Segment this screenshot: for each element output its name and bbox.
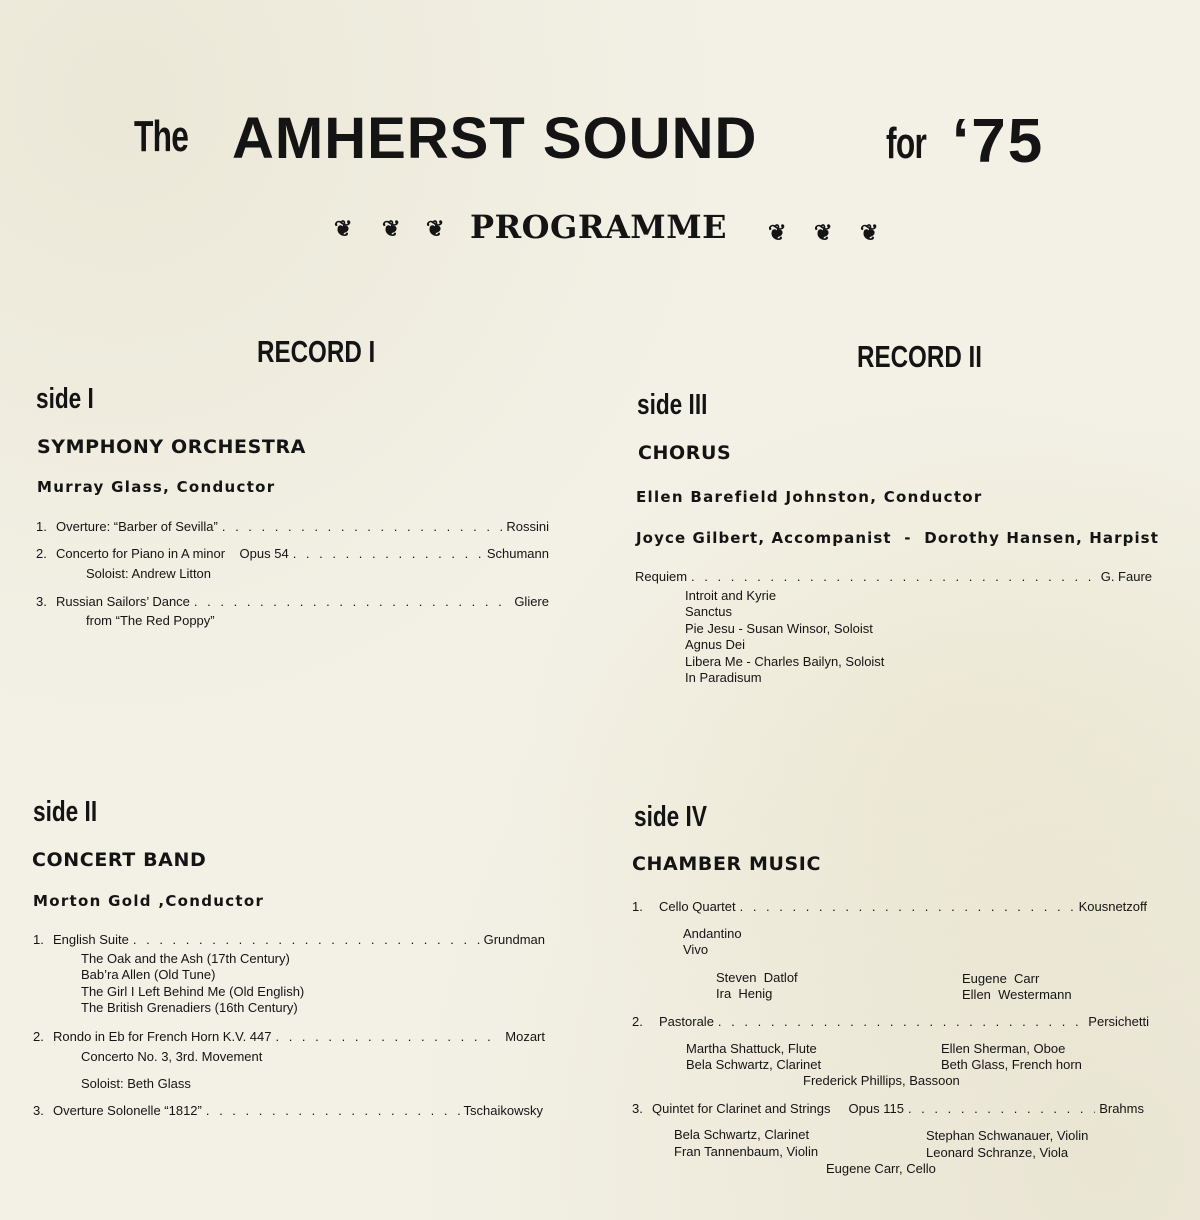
ornament-icon: ❦ [334, 216, 353, 242]
side-3-accompanist: Joyce Gilbert, Accompanist - Dorothy Hansen, Harpist [636, 529, 1159, 547]
side-1-item-2 [36, 546, 549, 561]
item-title: Russian Sailors’ Dance [56, 594, 190, 609]
record-1-title: RECORD I [257, 334, 376, 369]
title-main: AMHERST SOUND [232, 106, 758, 171]
side-2-label: side II [33, 796, 98, 828]
dot-leader [222, 519, 503, 534]
item-title: Quintet for Clarinet and Strings Opus 115 [652, 1101, 904, 1116]
side-2-item-1 [33, 932, 545, 947]
item-number: 2. [36, 546, 47, 561]
record-2-title: RECORD II [857, 339, 982, 374]
side-1-label: side I [36, 383, 94, 415]
side-3-conductor: Ellen Barefield Johnston, Conductor [636, 488, 983, 506]
movement: Andantino [683, 926, 742, 941]
player: Ellen Sherman, Oboe [941, 1041, 1066, 1056]
movement: Agnus Dei [685, 637, 745, 652]
side-4-item-2 [632, 1014, 1149, 1029]
ornament-icon: ❦ [860, 220, 879, 246]
item-composer: Schumann [486, 546, 549, 561]
player: Beth Glass, French horn [941, 1057, 1082, 1072]
item-title: Concerto for Piano in A minor Opus 54 [56, 546, 289, 561]
player: Leonard Schranze, Viola [926, 1145, 1069, 1160]
side-4-label: side IV [634, 801, 707, 833]
item-composer: Kousnetzoff [1078, 899, 1147, 914]
dot-leader [908, 1101, 1095, 1116]
item-title: Requiem [635, 569, 688, 584]
side-4-item-3 [632, 1101, 1144, 1116]
item-number: 1. [632, 899, 643, 914]
player: Fran Tannenbaum, Violin [674, 1144, 819, 1159]
movement: In Paradisum [685, 670, 762, 685]
item-subline: The Oak and the Ash (17th Century) [81, 951, 290, 966]
movement: Pie Jesu - Susan Winsor, Soloist [685, 621, 873, 636]
item-title: Pastorale [659, 1014, 714, 1029]
side-3-group: CHORUS [638, 442, 732, 464]
item-number: 3. [36, 594, 47, 609]
ornament-icon: ❦ [768, 220, 787, 246]
item-subline: Bab’ra Allen (Old Tune) [81, 967, 216, 982]
player: Eugene Carr [962, 971, 1040, 986]
item-number: 2. [632, 1014, 643, 1029]
movement: Introit and Kyrie [685, 588, 777, 603]
item-composer: G. Faure [1100, 569, 1152, 584]
side-2-group: CONCERT BAND [32, 849, 207, 871]
title-for: for [886, 119, 927, 168]
movement: Sanctus [685, 604, 732, 619]
player: Frederick Phillips, Bassoon [803, 1073, 960, 1088]
dot-leader [740, 899, 1075, 914]
dot-leader [275, 1029, 501, 1044]
item-title: Overture: “Barber of Sevilla” [56, 519, 218, 534]
player: Stephan Schwanauer, Violin [926, 1128, 1089, 1143]
movement: Libera Me - Charles Bailyn, Soloist [685, 654, 885, 669]
title-the: The [134, 112, 189, 161]
item-number: 1. [36, 519, 47, 534]
item-number: 3. [33, 1103, 44, 1118]
dot-leader [133, 932, 480, 947]
item-composer: Mozart [505, 1029, 545, 1044]
side-3-requiem [635, 569, 1152, 584]
item-title: Cello Quartet [659, 899, 736, 914]
ornament-icon: ❦ [814, 220, 833, 246]
item-composer: Persichetti [1088, 1014, 1149, 1029]
item-number: 3. [632, 1101, 643, 1116]
player: Martha Shattuck, Flute [686, 1041, 817, 1056]
item-subline: Soloist: Andrew Litton [86, 566, 212, 581]
dot-leader [718, 1014, 1084, 1029]
side-4-group: CHAMBER MUSIC [632, 853, 821, 875]
player: Bela Schwartz, Clarinet [686, 1057, 822, 1072]
item-subline: The Girl I Left Behind Me (Old English) [81, 984, 305, 999]
movement: Vivo [683, 942, 709, 957]
item-composer: Brahms [1099, 1101, 1144, 1116]
side-2-item-2 [33, 1029, 545, 1044]
side-1-item-3 [36, 594, 549, 609]
side-2-conductor: Morton Gold ,Conductor [33, 892, 265, 910]
dot-leader [206, 1103, 460, 1118]
side-1-conductor: Murray Glass, Conductor [37, 478, 276, 496]
side-3-label: side III [637, 389, 708, 421]
ornament-icon: ❦ [426, 216, 445, 242]
title-year: ‘75 [952, 107, 1045, 176]
player: Bela Schwartz, Clarinet [674, 1127, 810, 1142]
item-subline: Soloist: Beth Glass [81, 1076, 191, 1091]
dot-leader [194, 594, 510, 609]
ornament-icon: ❦ [382, 216, 401, 242]
side-2-item-3 [33, 1103, 543, 1118]
dot-leader [293, 546, 483, 561]
side-1-group: SYMPHONY ORCHESTRA [37, 436, 306, 458]
player: Steven Datlof [716, 970, 798, 985]
programme-heading: PROGRAMME [470, 208, 728, 246]
item-title: Rondo in Eb for French Horn K.V. 447 [53, 1029, 272, 1044]
side-1-item-1 [36, 519, 549, 534]
item-subline: The British Grenadiers (16th Century) [81, 1000, 298, 1015]
dot-leader [691, 569, 1097, 584]
item-subline: from “The Red Poppy” [86, 613, 215, 628]
item-number: 2. [33, 1029, 44, 1044]
item-number: 1. [33, 932, 44, 947]
side-4-item-1 [632, 899, 1147, 914]
item-subline: Concerto No. 3, 3rd. Movement [81, 1049, 263, 1064]
player: Ellen Westermann [962, 987, 1072, 1002]
item-composer: Rossini [506, 519, 549, 534]
item-title: English Suite [53, 932, 129, 947]
item-composer: Grundman [483, 932, 545, 947]
player: Eugene Carr, Cello [826, 1161, 936, 1176]
item-composer: Gliere [514, 594, 549, 609]
item-title: Overture Solonelle “1812” [53, 1103, 202, 1118]
item-composer: Tschaikowsky [463, 1103, 543, 1118]
player: Ira Henig [716, 986, 773, 1001]
